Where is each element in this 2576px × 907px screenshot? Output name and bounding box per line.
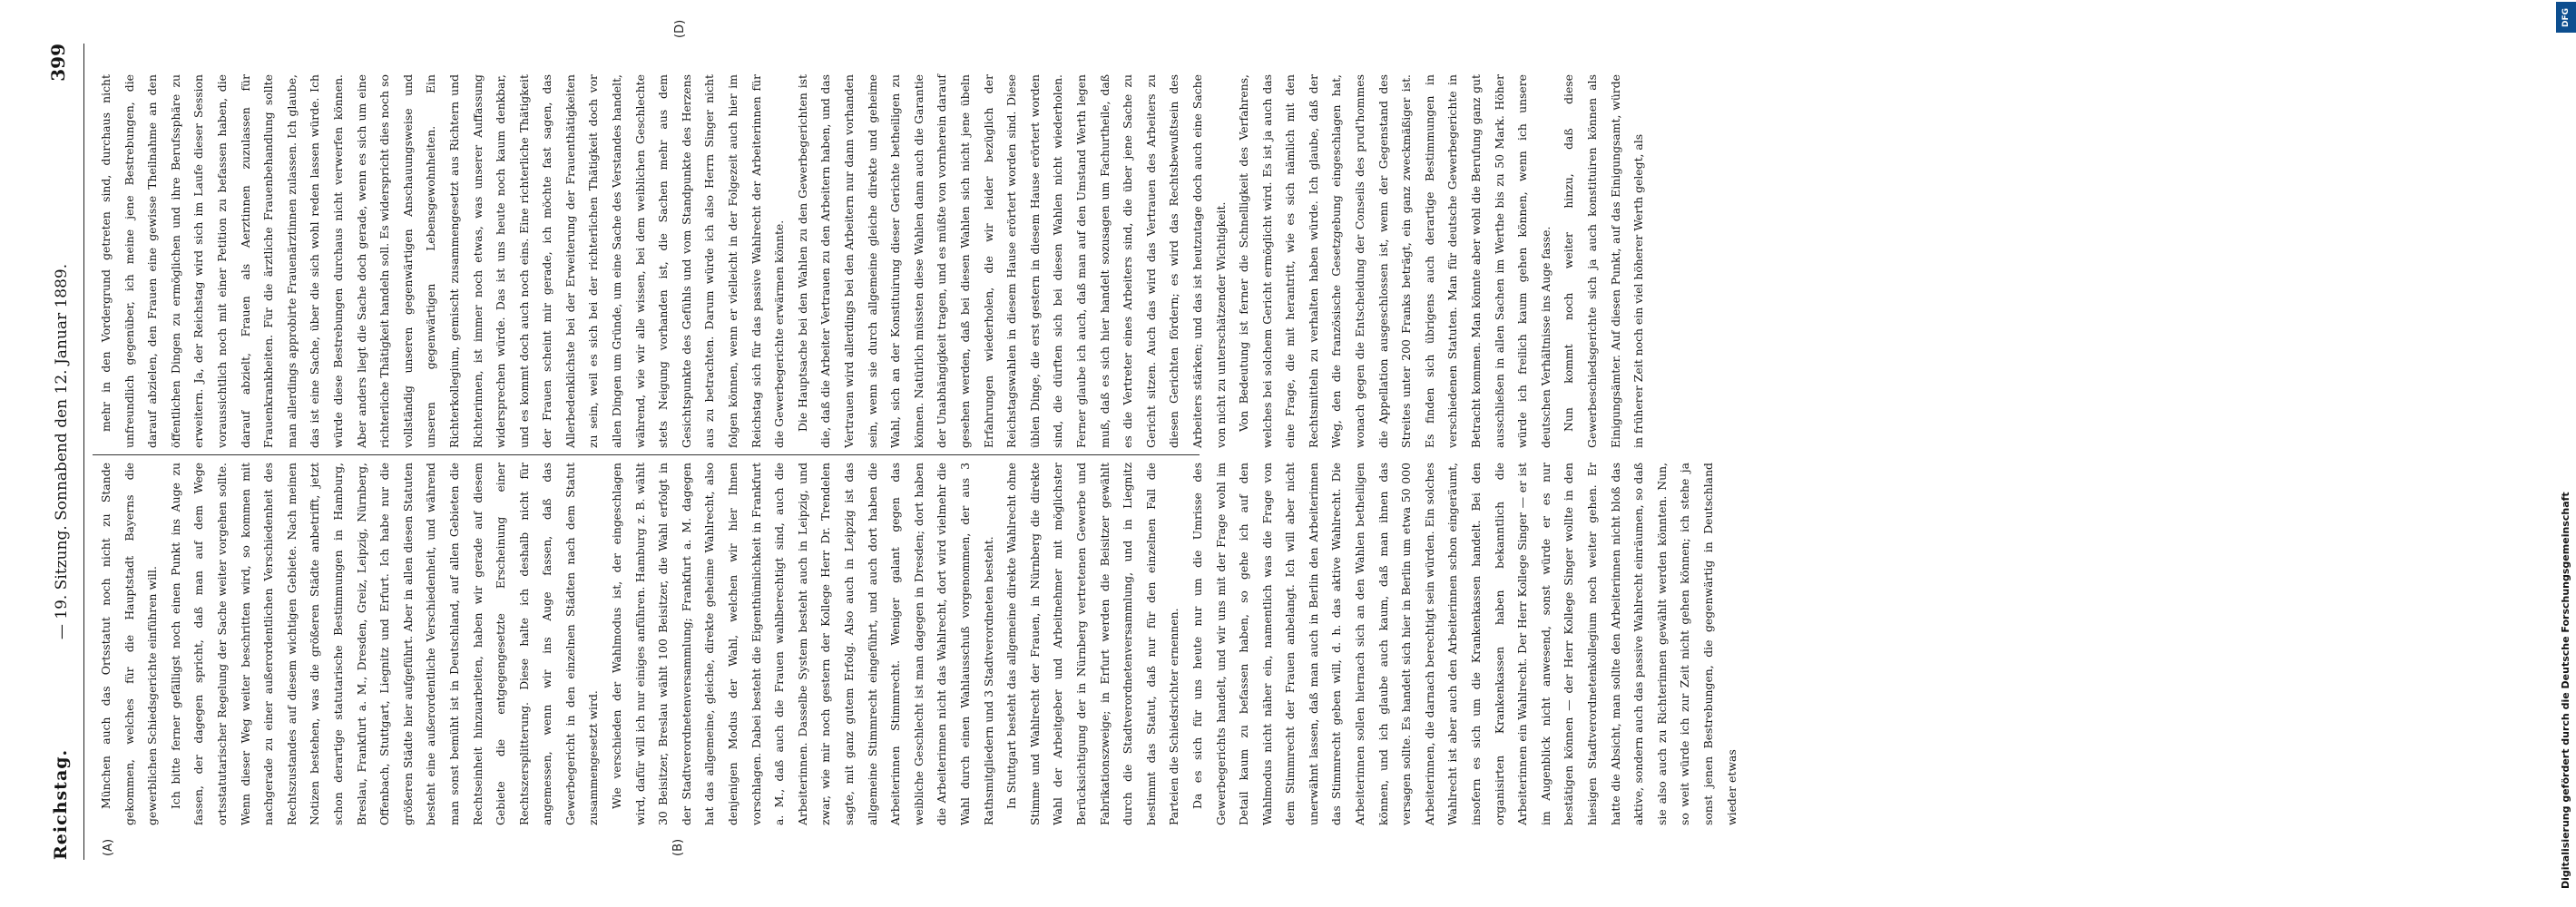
paragraph: Wie verschieden der Wahlmodus ist, der eingeschlagen wird, dafür will ich nur einiges anführen. Hamburg z. B. wählt 30 Beisitzer, Breslau wählt 100 Beisitzer, die Wahl erfolgt in der Stadtverordnetenversammlung; Frankfurt a. M. dagegen hat das allgemeine, gleiche, direkte geheime Wahlrecht, also denjenigen Modus der Wahl, welchen wir hier Ihnen vorschlagen. Dabei besteht die Eigenthümlichkeit in Frankfurt a. M., daß auch die Frauen wahlberechtigt sind, auch die Arbeiterinnen. Dasselbe System besteht auch in Leipzig, und zwar, wie mir noch gestern der Kollege Herr Dr. Trendelen sagte, mit ganz gutem Erfolg. Also auch in Leipzig ist das allgemeine Stimmrecht eingeführt, und auch dort haben die Arbeiterinnen Stimmrecht. Weniger galant gegen das weibliche Geschlecht ist man dagegen in Dresden; dort haben die Arbeiterinnen nicht das Wahlrecht, dort wird vielmehr die Wahl durch einen Wahlausschuß vorgenommen, der aus 3 Rathsmitgliedern und 3 Stadtverordneten besteht. [610,463,995,825]
paragraph: Die Hauptsache bei den Wahlen zu den Gewerbegerichten ist die, daß die Arbeiter Vertrauen zu den Arbeitern haben, und das Vertrauen wird allerdings bei den Arbeitern nur dann vorhanden sein, wenn sie durch allgemeine gleiche direkte und geheime Wahl, sich an der Konstituirung dieser Gerichte betheiligen zu können. Natürlich müssten diese Wahlen dann auch die Garantie der Unabhängigkeit tragen, und es müßte von vornherein darauf gesehen werden, daß bei diesen Wahlen sich nicht jene übeln Erfahrungen wiederholen, die wir leider bezüglich der Reichstagswahlen in diesem Hause erörtert worden sind. Diese üblen Dinge, die erst gestern in diesem Hause erörtert worden sind, die dürften sich bei diesen Wahlen nicht wiederholen. Ferner glaube ich auch, daß man auf den Umstand Werth legen muß, daß es sich hier handelt sozusagen um Fachurtheile, daß es die Vertreter eines Arbeiters sind, die über jene Sache zu Gericht sitzen. Auch das wird das Vertrauen des Arbeiters zu diesen Gerichten fördern; es wird das Rechtsbewußtsein des Arbeiters stärken; und das ist heutzutage doch auch eine Sache von nicht zu unterschätzender Wichtigkeit. [795,74,1228,448]
paragraph: In Stuttgart besteht das allgemeine direkte Wahlrecht ohne Stimme und Wahlrecht der Frauen, in Nürnberg die direkte Wahl der Arbeitgeber und Arbeitnehmer mit möglichster Berücksichtigung der in Nürnberg vertretenen Gewerbe und Fabrikationszweige; in Erfurt werden die Beisitzer gewählt durch die Stadtverordnetenversammlung, und in Liegnitz bestimmt das Statut, daß nur für den einzelnen Fall die Parteien die Schiedsrichter ernennen. [1004,463,1181,825]
column-divider [93,454,1200,455]
right-text-column [94,74,1646,448]
page-number: 399 [47,44,69,82]
paragraph: Nun kommt noch weiter hinzu, daß diese Gewerbeschiedsgerichte sich ja auch konstituiren können als Einigungsämter. Auf diesen Punkt, auf das Einigungsamt, würde in früherer Zeit noch ein viel höherer Werth gelegt, als [1562,74,1646,448]
margin-mark-a: (A) [102,838,115,856]
paragraph: Von Bedeutung ist ferner die Schnelligkeit des Verfahrens, welches bei solchem Gericht ermöglicht wird. Es ist ja auch das eine Frage, die mit herantritt, wie es sich nämlich mit den Rechtsmitteln zu verhalten haben würde. Ich glaube, daß der Weg, den die französische Gesetzgebung eingeschlagen hat, wonach gegen die Entscheidung der Conseils des prud'hommes die Appellation ausgeschlossen ist, wenn der Gegenstand des Streites unter 200 Franks beträgt, ein ganz zweckmäßiger ist. Es finden sich übrigens auch derartige Bestimmungen in verschiedenen Statuten. Man für deutsche Gewerbegerichte in Betracht kommen. Man könnte aber wohl die Berufung ganz gut ausschließen in allen Sachen im Werthe bis zu 50 Mark. Höher würde ich freilich kaum gehen können, wenn ich unsere deutschen Verhältnisse ins Auge fasse. [1237,74,1552,448]
margin-mark-b: (B) [671,838,685,856]
page-header [40,44,76,860]
header-session-date: — 19. Sitzung. Sonnabend den 12. Januar 1889. [53,263,71,640]
paragraph: mehr in den Vordergrund getreten sind, durchaus nicht unfreundlich gegenüber, ich meine jene Bestrebungen, die darauf abzielen, den Frauen eine gewisse Theilnahme an den öffentlichen Dingen zu ermöglichen und ihre Berufssphäre zu erweitern. Ja, der Reichstag wird sich im Laufe dieser Session voraussichtlich noch mit einer Petition zu befassen haben, die darauf abzielt, Frauen als Aerztinnen zuzulassen für Frauenkrankheiten. Für die ärztliche Frauenbehandlung sollte man allerdings approbirte Frauenärztinnen zulassen. Ich glaube, das ist eine Sache, über die sich wohl reden lassen würde. Ich würde diese Bestrebungen durchaus nicht verwerfen können. Aber anders liegt die Sache doch gerade, wenn es sich um eine richterliche Thätigkeit handeln soll. Es widerspricht dies noch so vollständig unseren gegenwärtigen Anschauungsweise und unseren gegenwärtigen Lebensgewohnheiten. Ein Richterkollegium, gemischt zusammengesetzt aus Richtern und Richterinnen, ist immer noch etwas, was unserer Auffassung widersprechen würde. Das ist uns heute noch kaum denkbar, und es kommt doch auch noch eins. Eine richterliche Thätigkeit der Frauen scheint mir gerade, ich möchte fast sagen, das Allerbedenklichste bei der Erweiterung der Frauenthätigkeiten zu sein, weil es sich bei der richterlichen Thätigkeit doch vor allen Dingen um Gründe, um eine Sache des Verstandes handelt, während, wie wir alle wissen, bei dem weiblichen Geschlechte stets Neigung vorhanden ist, die Sachen mehr aus dem Gesichtspunkte des Gefühls und vom Standpunkte des Herzens aus zu betrachten. Darum würde ich also Herrn Singer nicht folgen können, wenn er vielleicht in der Folgezeit auch hier im Reichstag sich für das passive Wahlrecht der Arbeiterinnen für die Gewerbegerichte erwärmen könnte. [99,74,787,448]
paragraph: Ich bitte ferner gefälligst noch einen Punkt ins Auge zu fassen, der dagegen spricht, daß man auf dem Wege ortsstatutarischer Regelung der Sache weiter vorgehen sollte. Wenn dieser Weg weiter beschritten wird, so kommen mit nachgerade zu einer außerordentlichen Verschiedenheit des Rechtszustandes auf diesem wichtigen Gebiete. Nach meinen Notizen bestehen, was die größeren Städte anbetrifft, jetzt schon derartige statutarische Bestimmungen in Hamburg, Breslau, Frankfurt a. M., Dresden, Greiz, Leipzig, Nürnberg, Offenbach, Stuttgart, Liegnitz und Erfurt. Ich habe nur die größeren Städte hier aufgeführt. Aber in allen diesen Statuten besteht eine außerordentliche Verschiedenheit, und während man sonst bemüht ist in Deutschland, auf allen Gebieten die Rechtseinheit hinzuarbeiten, haben wir gerade auf diesem Gebiete die entgegengesetzte Erscheinung einer Rechtszersplitterung. Diese halte ich deshalb nicht für angemessen, wenn wir ins Auge fassen, daß das Gewerbegericht in den einzelnen Städten nach dem Statut zusammengesetzt wird. [168,463,601,825]
paragraph: Da es sich für uns heute nur um die Umrisse des Gewerbegerichts handelt, und wir uns mit der Frage wohl im Detail kaum zu befassen haben, so gehe ich auf den Wahlmodus nicht näher ein, namentlich was die Frage von dem Stimmrecht der Frauen anbelangt. Ich will aber nicht unerwähnt lassen, daß man auch in Berlin den Arbeiterinnen das Stimmrecht geben will, d. h. das aktive Wahlrecht. Die Arbeiterinnen sollen hiernach sich an den Wahlen betheiligen können, und ich glaube auch kaum, daß man ihnen das versagen sollte. Es handelt sich hier in Berlin um etwa 50 000 Arbeiterinnen, die darnach berechtigt sein würden. Ein solches Wahlrecht ist aber auch den Arbeiterinnen schon eingeräumt, insofern es sich um die Krankenkassen handelt. Bei den organisirten Krankenkassen haben bekanntlich die Arbeiterinnen ein Wahlrecht. Der Herr Kollege Singer — er ist im Augenblick nicht anwesend, sonst würde er es nur bestätigen können — der Herr Kollege Singer wollte in den hiesigen Stadtverordnetenkollegium noch weiter gehen. Er hatte die Absicht, man sollte den Arbeiterinnen nicht bloß das aktive, sondern auch das passive Wahlrecht einräumen, so daß sie also auch zu Richterinnen gewählt werden könnten. Nun, so weit würde ich zur Zeit nicht gehen können; ich stehe ja sonst jenen Bestrebungen, die gegenwärtig in Deutschland wieder etwas [1190,463,1739,825]
paragraph: München auch das Ortsstatut noch nicht zu Stande gekommen, welches für die Hauptstadt Bayerns die gewerblichen Schiedsgerichte einführen will. [99,463,160,825]
header-rule [83,44,84,860]
header-reichstag: Reichstag. [51,748,71,860]
left-text-column [94,463,1739,825]
dfg-logo: DFG [2556,2,2576,33]
margin-mark-d: (D) [673,19,687,38]
watermark-text: Digitalisierung gefördert durch die Deutsche Forschungsgemeinschaft [2560,492,2571,889]
